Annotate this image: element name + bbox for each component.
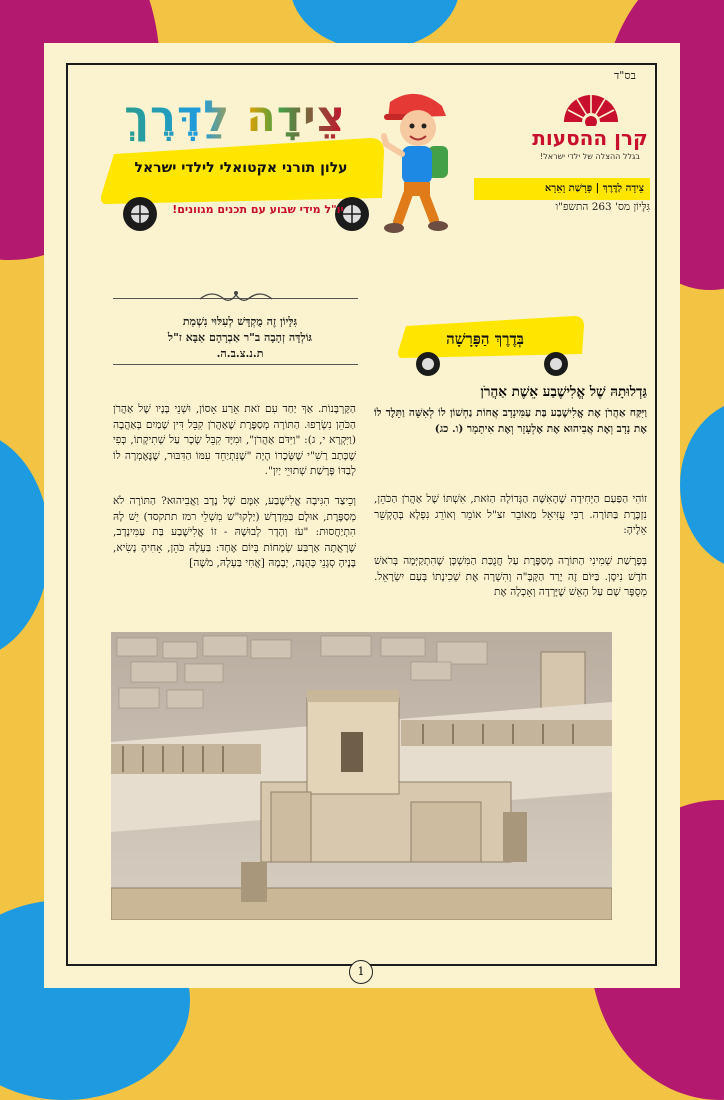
besd-mark: בס"ד — [614, 69, 636, 82]
dedication-line-3: ת.נ.צ.ב.ה. — [216, 347, 264, 360]
dedication-line-2: גּוֹלְדָּה זְהָבָה ב"ר אַבְרָהָם אַבָּא ז"ל — [167, 331, 313, 344]
dedication-block — [125, 314, 355, 362]
temple-model-photo — [111, 632, 612, 920]
bg-blob-right-mid — [680, 400, 724, 570]
mascot-kid-illustration — [376, 88, 456, 240]
dedication-bottom-rule — [113, 364, 358, 365]
article-right-paragraph-1: זוֹהִי הַפַּעַם הַיְּחִידָה שֶׁהָאִשָּׁה הַגְּדוֹלָה הַזֹּאת, אִשְׁתּוֹ שֶׁל אַהֲרֹן הַכֹּהֵן, נִזְכֶּרֶת בַּתּוֹרָה. רַבִּי עֻזִּיאֵל מַאוֹבֵר זצ"ל אוֹמֵר וְאוֹרֵג נִפְלָא בְּהֶקְשֵׁר אֵלֶיהָ: — [374, 493, 647, 536]
article-headline: גַּדְלוּתָהּ שֶׁל אֱלִישֶׁבַע אֵשֶׁת אַהֲרֹן — [480, 384, 647, 400]
brand-title — [100, 92, 370, 142]
org-logo-emblem — [560, 86, 622, 126]
org-tagline: בגלל ההצלה של ילדי ישראל! — [540, 152, 640, 161]
brand-tagline: יו"ל מידי שבוע עם תכנים מגוונים! — [172, 203, 344, 216]
section-label: בְּדֶרֶךְ הַפָּרָשָׁה — [446, 330, 524, 348]
bg-blob-left-mid — [0, 430, 50, 660]
brand-subtitle: עלון תורני אקטואלי לילדי ישראל — [134, 160, 348, 176]
article-verse: וַיִּקַּח אַהֲרֹן אֶת אֱלִישֶׁבַע בַּת עַמִּינָדָב אֲחוֹת נַחְשׁוֹן לוֹ לְאִשָּׁה וַתֵּלֶד לוֹ אֶת נָדָב וְאֶת אֲבִיהוּא אֶת אֶלְעָזָר וְאֶת אִיתָמָר (ו. כג) — [374, 407, 647, 435]
dedication-line-1: גִּלָּיוֹן זֶה מֻקְדָּשׁ לְעִלּוּי נִשְׁמַת — [182, 315, 298, 328]
page-number: 1 — [349, 960, 373, 984]
issue-number: גִּלָּיוֹן מס' 263 התשפ"ו — [555, 201, 650, 213]
article-left-paragraph-2: וְכֵיצַד הִגִּיבָה אֱלִישֶׁבַע, אִמָּם שֶׁל נָדָב וַאֲבִיהוּא? הַתּוֹרָה לֹא מְסַפֶּרֶת, אוּלָם בַּמִּדְרָשׁ (יַלְקוּ"ש מִשְׁלֵי רמז תתקסד) יֵשׁ לָהּ הִתְיַחֲסוּת: "עֹז וְהָדָר לְבוּשָׁהּ - זוֹ אֱלִישֶׁבַע בַּת עַמִּינָדָב, שֶׁרָאֲתָה אַרְבַּע שְׂמָחוֹת בְּיוֹם אֶחָד: בַּעְלָהּ כֹּהֵן, אָחִיהָ נָשִׂיא, בָּנֶיהָ סְגָנֵי כְּהֻנָּה, יְבָמָהּ [אֲחִי בַּעְלָהּ, מֹשֶׁה] — [113, 495, 356, 569]
publication-banner: צֵידָה לַדֶּרֶךְ | פָּרָשַׁת וָאֵרָא — [474, 178, 650, 200]
brand-title-text: צֵידָה לַדֶּרֶךְ — [124, 92, 346, 142]
brand-bus-shape — [100, 138, 390, 236]
org-name: קרן ההסעות — [532, 126, 648, 150]
article-right-paragraph-2: בְּפָרָשַׁת שְׁמִינִי הַתּוֹרָה מְסַפֶּרֶת עַל חֲנֻכַּת הַמִּשְׁכָּן שֶׁהִתְקַיְּמָה בְּרֹאשׁ חֹדֶשׁ נִיסָן. בַּיּוֹם זֶה יָרַד הַקָּבָּ"ה וְהִשְׁרָה אֶת שְׁכִינָתוֹ בְּעַם יִשְׂרָאֵל. מְסֻפָּר שָׁם עַל הָאֵשׁ שֶׁיָּרְדָה וְאָכְלָה אֶת — [374, 555, 647, 598]
ornament-icon — [198, 287, 274, 307]
article-left-paragraph-1: הַקָּרְבָּנוֹת. אַךְ יַחַד עִם זֹאת אֵרַע אָסוֹן, וּשְׁנֵי בָּנָיו שֶׁל אַהֲרֹן הַכֹּהֵן נִשְׂרְפוּ. הַתּוֹרָה מְסַפֶּרֶת שֶׁאַהֲרֹן קִבֵּל דִּין שָׁמַיִם בְּאַהֲבָה (וַיִּקְרָא י, ג): "וַיִּדֹּם אַהֲרֹן", וּמִיָּד קִבֵּל שָׂכָר עַל שְׁתִיקָתוֹ, כְּפִי שֶׁכָּתַב רַשִׁ"י שֶׁשְּׂכָרוֹ הָיָה "שֶׁנִּתְיַחֵד עִמּוֹ הַדִּבּוּר, שֶׁנֶּאֶמְרָה לוֹ לְבַדּוֹ פָּרָשַׁת שְׁתוּיֵי יַיִן". — [113, 403, 356, 477]
